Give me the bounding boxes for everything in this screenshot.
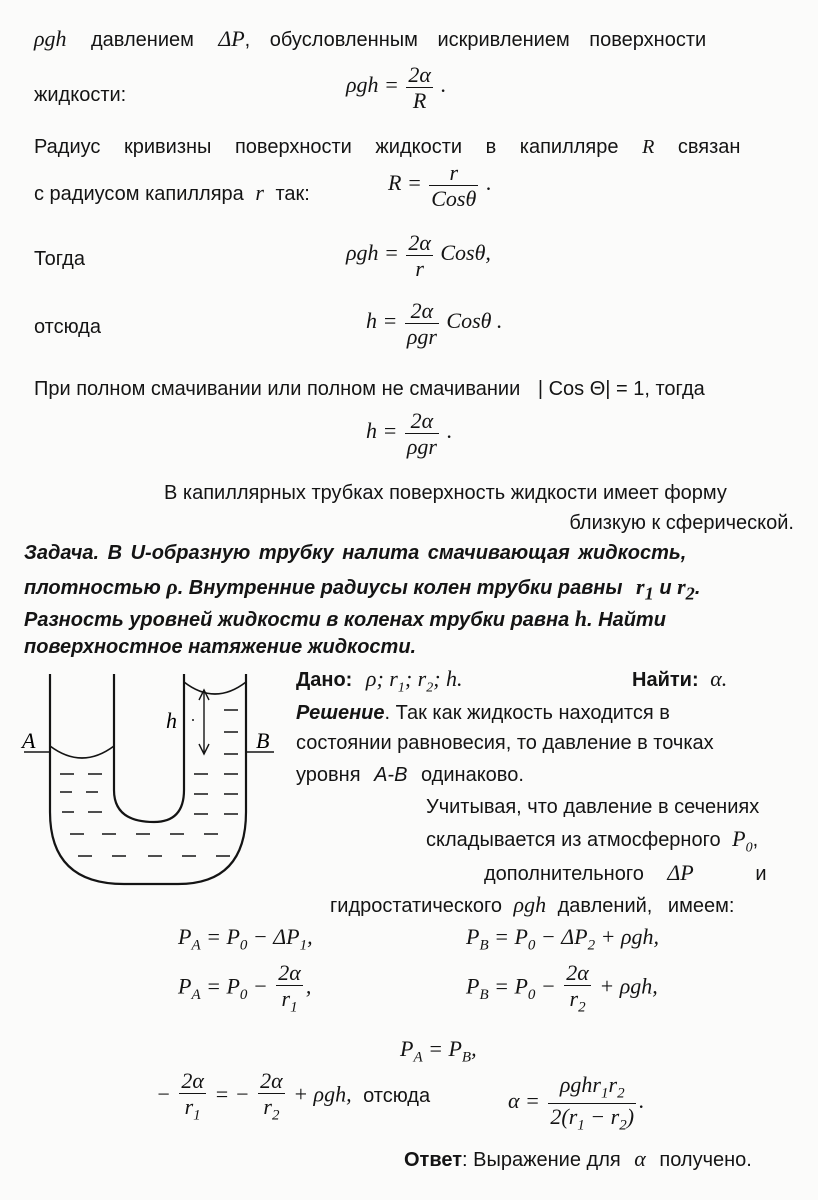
- liquid-hatching: [60, 710, 238, 856]
- eq-lhs: ρgh =: [346, 72, 399, 98]
- solution-line-4: Учитывая, что давление в сечениях: [426, 796, 760, 818]
- math-r: r: [255, 180, 264, 205]
- text: так:: [275, 183, 310, 205]
- var: + ρgh,: [595, 924, 660, 949]
- text: отсюда: [363, 1084, 431, 1107]
- find-label: Найти:: [632, 669, 699, 691]
- math-rho: ρ: [166, 574, 178, 599]
- var: = P: [422, 1036, 462, 1061]
- math-rho-g-h: ρgh: [34, 26, 67, 51]
- numerator: 2α: [405, 408, 439, 434]
- label-height-h: h: [166, 708, 177, 733]
- fraction: [405, 408, 439, 460]
- fraction: [548, 1072, 636, 1134]
- meniscus-left: [50, 746, 114, 758]
- var: ,: [305, 973, 312, 999]
- var: P: [400, 1036, 414, 1061]
- fraction: [276, 960, 303, 1017]
- var: r: [281, 986, 291, 1012]
- label-point-b: B: [256, 728, 270, 753]
- text: Разность уровней жидкости в коленах трубки равна: [24, 609, 570, 631]
- var: = P: [488, 973, 528, 999]
- eq-tail: Cosθ,: [440, 240, 491, 266]
- equation-pa-equals-pb: [400, 1036, 477, 1066]
- text: . Внутренние радиусы колен трубки равны: [177, 577, 623, 599]
- eq-end: .: [446, 418, 452, 444]
- var: r: [608, 1072, 618, 1097]
- text: При полном смачивании или полном не смачивании: [34, 378, 521, 400]
- numerator: 2α: [278, 960, 301, 985]
- eq-end: .: [485, 170, 492, 196]
- paragraph-1-line-1: [34, 26, 706, 52]
- var: 2(r: [550, 1103, 578, 1129]
- var: −: [535, 973, 556, 999]
- math-r1: [636, 574, 654, 604]
- eq-lhs: h =: [366, 308, 398, 334]
- subscript: A: [413, 1049, 423, 1066]
- given-line: [296, 666, 463, 696]
- subscript: A: [191, 937, 201, 954]
- find-line: [632, 666, 727, 692]
- math-a-b: A-B: [374, 764, 408, 786]
- text: . Найти: [587, 609, 666, 631]
- denominator: [276, 986, 303, 1017]
- subscript: 1: [397, 680, 405, 696]
- var: − ΔP: [247, 924, 300, 949]
- subscript: 1: [290, 999, 298, 1016]
- equation-pb-2: [466, 960, 658, 1017]
- answer-line: [404, 1146, 752, 1172]
- tube-inner-wall: [114, 674, 184, 822]
- eq-tail: Cosθ .: [446, 308, 503, 334]
- equation-full-wetting: [366, 408, 452, 460]
- text: . Так как жидкость находится в: [384, 702, 670, 724]
- numerator: 2α: [408, 230, 431, 255]
- paragraph-4-label: отсюда: [34, 316, 101, 338]
- var: .: [639, 1088, 645, 1114]
- solution-line-7: [330, 892, 734, 918]
- equation-height: [366, 298, 502, 350]
- math-R: R: [642, 136, 655, 158]
- solution-line-6: [484, 860, 766, 886]
- equation-result: [508, 1072, 645, 1134]
- subscript: 2: [685, 583, 695, 604]
- text: складывается из атмосферного: [426, 829, 721, 851]
- subscript: 1: [299, 937, 308, 954]
- var: r: [569, 986, 579, 1012]
- var: = −: [214, 1081, 250, 1107]
- math-h: h: [574, 606, 588, 631]
- task-line-3: [24, 606, 666, 632]
- denominator: [548, 1104, 636, 1135]
- given-label: Дано:: [296, 669, 353, 691]
- text: ,: [752, 829, 759, 851]
- fraction: [406, 230, 433, 282]
- text: уровня: [296, 764, 361, 786]
- var: ; r: [404, 666, 427, 691]
- var: = P: [200, 924, 240, 949]
- var: α =: [508, 1088, 540, 1114]
- text: : Выражение для: [462, 1149, 621, 1171]
- denominator: R: [412, 88, 427, 114]
- subscript: B: [461, 1049, 472, 1066]
- math-rho-g-h: ρgh: [513, 892, 547, 917]
- math-abs-cos: | Cos Θ| = 1, тогда: [537, 378, 705, 400]
- var: = P: [488, 924, 528, 949]
- numerator: 2α: [260, 1068, 283, 1093]
- paragraph-1-line-2: жидкости:: [34, 84, 127, 106]
- fraction: [405, 298, 439, 350]
- text: связан: [677, 136, 741, 158]
- math-p0: [732, 826, 753, 856]
- numerator: [548, 1072, 636, 1104]
- math-r2: [677, 574, 695, 604]
- var: r: [677, 574, 686, 599]
- math-alpha: α: [634, 1146, 646, 1171]
- paragraph-5-line: [34, 378, 705, 401]
- text: и: [659, 577, 672, 599]
- text: .: [694, 577, 701, 599]
- subscript: 1: [577, 1117, 585, 1134]
- var: P: [178, 973, 192, 999]
- text: и: [755, 863, 767, 885]
- fraction: [564, 960, 591, 1017]
- var: ): [626, 1103, 635, 1129]
- text: одинаково.: [421, 764, 524, 786]
- subscript: 2: [426, 680, 434, 696]
- fraction: [406, 62, 433, 114]
- subscript: 2: [271, 1107, 280, 1124]
- var: − ΔP: [535, 924, 588, 949]
- subscript: 0: [239, 986, 248, 1003]
- subscript: B: [479, 986, 489, 1003]
- text: давлений, имеем:: [557, 895, 735, 917]
- var: ,: [307, 924, 313, 949]
- var: r: [636, 574, 645, 599]
- var: ρ; r: [365, 666, 398, 691]
- var: r: [184, 1094, 194, 1120]
- numerator: 2α: [408, 62, 431, 87]
- var: r: [263, 1094, 272, 1120]
- solution-label: Решение: [296, 702, 385, 724]
- denominator: r: [415, 256, 424, 282]
- var: ,: [471, 1036, 477, 1061]
- eq-end: .: [440, 72, 446, 98]
- numerator: 2α: [566, 960, 589, 985]
- subscript: 2: [617, 1085, 625, 1102]
- task-line-4: поверхностное натяжение жидкости.: [24, 636, 417, 658]
- paragraph-2-line-1: [34, 136, 740, 159]
- subscript: 0: [527, 937, 536, 954]
- fraction: [258, 1068, 285, 1125]
- math-delta-p: ΔP: [218, 26, 245, 51]
- find-var: α.: [710, 666, 728, 691]
- label-point-a: A: [22, 728, 36, 753]
- var: −: [247, 973, 268, 999]
- subscript: 1: [193, 1107, 201, 1124]
- subscript: A: [191, 986, 201, 1003]
- text: гидростатического: [330, 895, 502, 917]
- task-line-1: Задача. В U-образную трубку налита смачивающая жидкость,: [24, 542, 687, 564]
- denominator: [564, 986, 591, 1017]
- numerator: 2α: [405, 298, 439, 324]
- var: + ρgh,: [593, 973, 658, 999]
- u-tube-figure: [18, 662, 288, 902]
- math-delta-p: ΔP: [667, 860, 694, 885]
- solution-line-3: [296, 764, 524, 787]
- var: P: [732, 826, 746, 851]
- denominator: ρgr: [406, 434, 437, 460]
- var: P: [466, 924, 480, 949]
- denominator: Cosθ: [431, 186, 477, 212]
- paragraph-2-line-2: [34, 180, 310, 206]
- paragraph-3-label: Тогда: [34, 248, 85, 270]
- subscript: B: [479, 937, 489, 954]
- subscript: 0: [527, 986, 536, 1003]
- equation-pa-1: [178, 924, 313, 954]
- equation-radius: [388, 160, 491, 212]
- eq-lhs: R =: [388, 170, 422, 196]
- text: давлением: [91, 29, 194, 51]
- numerator: 2α: [181, 1068, 204, 1093]
- text: дополнительного: [484, 863, 644, 885]
- solution-line-5: [426, 826, 758, 856]
- var: ; h.: [433, 666, 463, 691]
- subscript: 2: [587, 937, 596, 954]
- eq-lhs: h =: [366, 418, 398, 444]
- var: + ρgh,: [293, 1081, 352, 1107]
- text: с радиусом капилляра: [34, 183, 244, 205]
- text: , обусловленным искривлением поверхности: [244, 29, 707, 51]
- fraction: [179, 1068, 206, 1125]
- equation-pb-1: [466, 924, 659, 954]
- denominator: ρgr: [406, 324, 437, 350]
- subscript: 2: [619, 1117, 627, 1134]
- var: − r: [584, 1103, 620, 1129]
- var: = P: [200, 973, 240, 999]
- tube-outer-wall: [50, 674, 246, 884]
- denominator: [258, 1094, 285, 1125]
- given-vars: [365, 666, 463, 696]
- paragraph-6-line-2: близкую к сферической.: [569, 512, 794, 534]
- text: плотностью: [24, 577, 161, 599]
- answer-label: Ответ: [404, 1149, 463, 1171]
- equation-pa-2: [178, 960, 311, 1017]
- fraction: [429, 160, 478, 212]
- solution-line-1: [296, 702, 670, 725]
- solution-line-2: состоянии равновесия, то давление в точках: [296, 732, 714, 754]
- var: −: [156, 1081, 171, 1107]
- subscript: 2: [578, 999, 586, 1016]
- text: получено.: [659, 1149, 752, 1171]
- var: P: [178, 924, 192, 949]
- subscript: 1: [644, 583, 654, 604]
- task-line-2: [24, 574, 700, 604]
- eq-lhs: ρgh =: [346, 240, 399, 266]
- meniscus-right: [184, 682, 246, 694]
- text: Радиус кривизны поверхности жидкости в капилляре: [34, 136, 619, 158]
- var: ρghr: [559, 1072, 601, 1097]
- subscript: 0: [745, 840, 753, 856]
- subscript: 1: [601, 1085, 609, 1102]
- equation-then: [346, 230, 491, 282]
- var: P: [466, 973, 480, 999]
- denominator: [179, 1094, 206, 1125]
- subscript: 0: [239, 937, 248, 954]
- numerator: r: [429, 160, 478, 186]
- equation-final: [156, 1068, 430, 1125]
- equation-laplace: [346, 62, 446, 114]
- paragraph-6-line-1: В капиллярных трубках поверхность жидкости имеет форму: [164, 482, 727, 504]
